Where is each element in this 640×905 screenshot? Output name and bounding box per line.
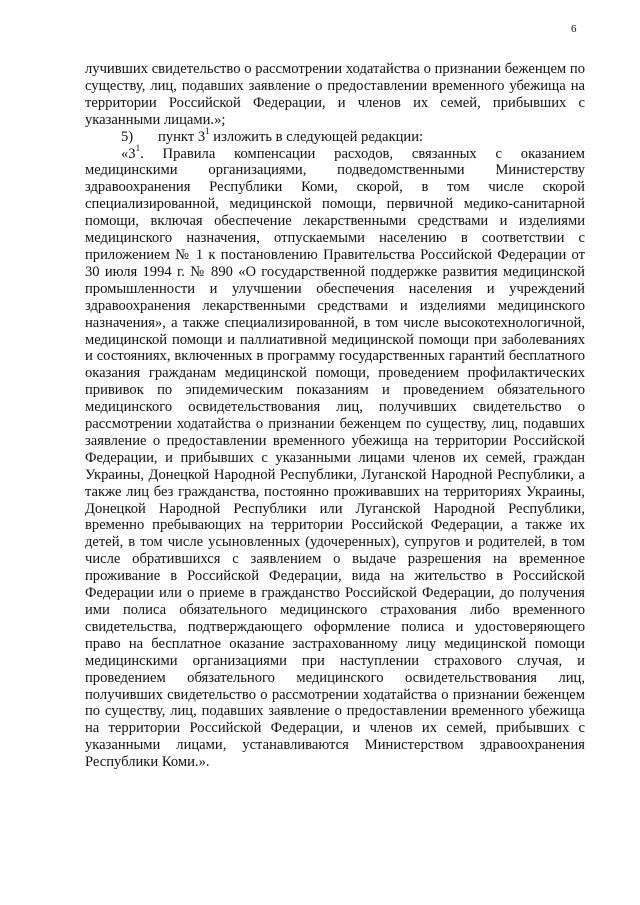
rule-text: . Правила компенсации расходов, связанных с оказанием медицинскими организациями, подведомственными Министерству здравоохранения Республики Коми, скорой, в том числе скорой специализированной, медицинской помощи, первичной медико-санитарной помощи, включая обеспечение лекарственными средствами и изделиями медицинского назначения, отпускаемыми населению в соответствии с приложением № 1 к постановлению Правительства Российской Федерации от 30 июля 1994 г. № 890 «О государственной поддержке развития медицинской промышленности и улучшении обеспечения населения и учреждений здравоохранения лекарственными средствами и изделиями медицинского назначения», а также специализированной, в том числе высокотехнологичной, медицинской помощи и паллиативной медицинской помощи при заболеваниях и состояниях, включенных в программу государственных гарантий бесплатного оказания гражданам медицинской помощи, проведением профилактических прививок по эпидемическим показаниям и проведением обязательного медицинского освидетельствования лиц, получивших свидетельство о рассмотрении ходатайства о признании беженцем по существу, лиц, подавших заявление о предоставлении временного убежища на территории Российской Федерации, и прибывших с указанными лицами членов их семей, граждан Украины, Донецкой Народной Республики, Луганской Народной Республики, а также лиц без гражданства, постоянно проживавших на территориях Украины, Донецкой Народной Республики или Луганской Народной Республики, временно пребывающих на территории Российской Федерации, а также их детей, в том числе усыновленных (удочеренных), супругов и родителей, в том числе обратившихся с заявлением о выдаче разрешения на временное проживание в Российской Федерации, вида на жительство в Российской Федерации или о приеме в гражданство Российской Федерации, до получения ими полиса обязательного медицинского страхования либо временного свидетельства, подтверждающего оформление полиса и удостоверяющего право на бесплатное оказание застрахованному лицу медицинской помощи медицинскими организациями при наступлении страхового случая, и проведением обязательного медицинского освидетельствования лиц, получивших свидетельство о рассмотрении ходатайства о признании беженцем по существу, лиц, подавших заявление о предоставлении временного убежища на территории Российской Федерации, и членов их семей, прибывших с указанными лицами, устанавливаются Министерством здравоохранения Республики Коми.». bbox=[85, 145, 585, 771]
rule-prefix: «3 bbox=[121, 145, 136, 162]
document-body bbox=[85, 61, 585, 771]
continuation-paragraph: лучивших свидетельство о рассмотрении ходатайства о признании беженцем по существу, лиц, подавших заявление о предоставлении временного убежища на территории Российской Федерации, и членов их семей, прибывших с указанными лицами.»; bbox=[85, 61, 585, 128]
rule-superscript: 1 bbox=[135, 142, 141, 153]
item-text-before: пункт 3 bbox=[158, 128, 206, 145]
item-superscript: 1 bbox=[205, 125, 210, 136]
item-number: 5) bbox=[121, 128, 134, 145]
item-text-after: изложить в следующей редакции: bbox=[209, 128, 424, 145]
rule-paragraph bbox=[85, 142, 585, 772]
page-number: 6 bbox=[571, 23, 577, 35]
amendment-item bbox=[85, 125, 585, 146]
